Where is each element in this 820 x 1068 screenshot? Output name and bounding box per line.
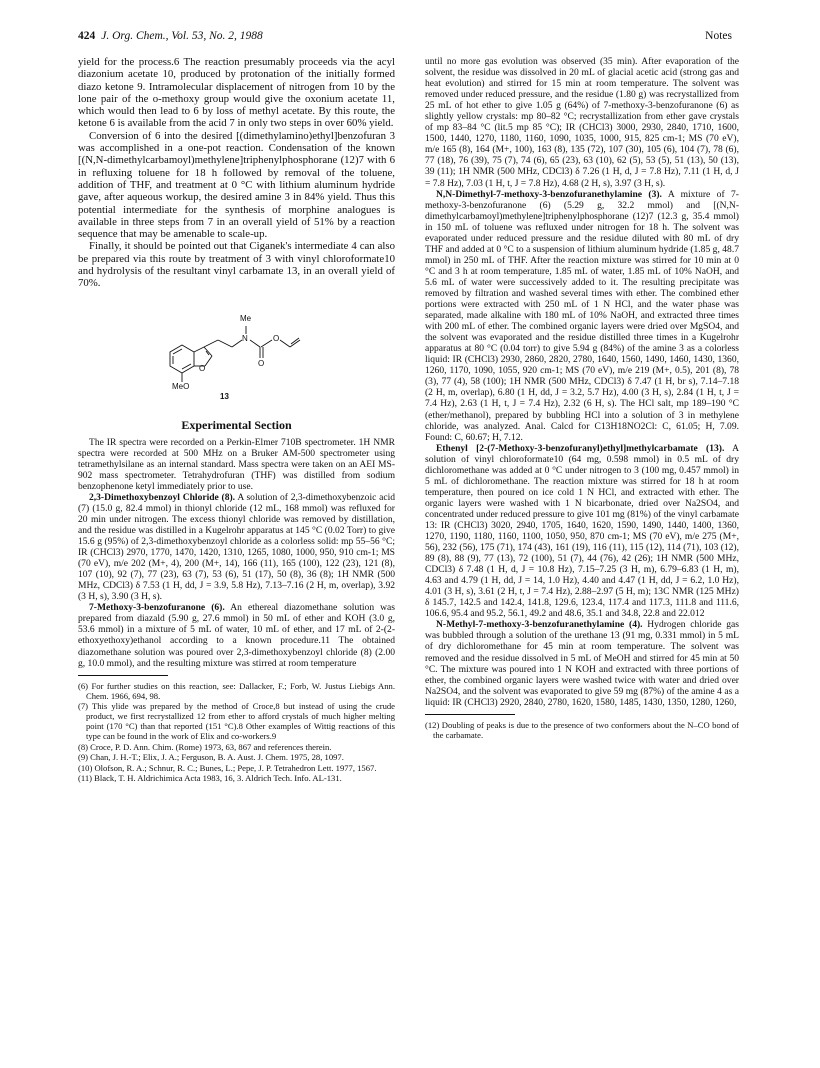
section-name: Notes [705,30,732,42]
experimental-paragraph [425,619,739,707]
header-citation [78,30,263,42]
experimental-text [78,437,395,669]
ester-oxygen-label: O [273,333,280,343]
experimental-intro: The IR spectra were recorded on a Perkin-Elmer 710B spectrometer. 1H NMR spectra were recorded at 500 MHz on a Bruker AM-500 spectrometer using tetramethylsilane as an internal standard. Mass spectra were taken on an AEI MS-902 mass spectrometer. Tetrahydrofuran (THF) was distilled from sodium benzophenone ketyl immediately prior to use. [78,436,395,492]
page-number: 424 [78,30,96,42]
footnote: (12) Doubling of peaks is due to the presence of two conformers about the N–CO bond of the carbamate. [425,719,739,740]
running-header [78,30,732,46]
footnote: (7) This ylide was prepared by the method of Croce,8 but instead of using the crude product, we first recrystallized 12 from ether to afford crystals of much higher melting point (170 °C) than that reported (151 °C).8 Other examples of Wittig reactions of this type can be found in the work of Elix and co-workers.9 [78,701,395,742]
footnote: (9) Chan, J. H.-T.; Elix, J. A.; Ferguson, B. A. Aust. J. Chem. 1975, 28, 1097. [78,752,344,763]
discussion-paragraph-1: yield for the process.6 The reaction presumably proceeds via the acyl diazonium acetate 10, produced by protonation of the initially formed diazo ketone 9. Intramolecular displacement of nitrogen from 10 by the lone pair of the o-methoxy group would give the oxonium acetate 11, which would then lead to 6 by loss of methyl acetate. By this route, the ketone 6 is available from the acid 7 in only two steps in over 60% yield. [78,56,395,130]
experimental-paragraph [425,189,739,443]
discussion-paragraph-3: Finally, it should be pointed out that Ciganek's intermediate 4 can also be prepared via this route by treatment of 3 with vinyl chloroformate10 and hydrolysis of the resultant vinyl carbamate 13, in an overall yield of 70%. [78,240,395,290]
structure-drawing [78,294,395,404]
right-column [425,56,739,740]
procedure-text: Hydrogen chloride gas was bubbled through a solution of the urethane 13 (91 mg, 0.331 mmol) in 5 mL of dry dichloromethane for 45 min at room temperature. The solvent was removed and the residue dissolved in 5 mL of MeOH and stirred for 45 min at 50 °C. The mixture was poured into 1 N KOH and extracted with three portions of ether, the combined organic layers were washed twice with water and dried over Na2SO4, and the solvent was evaporated to give 59 mg (87%) of the amine 4 as a liquid: IR (CHCl3) 2920, 2840, 2780, 1620, 1580, 1485, 1430, 1350, 1280, 1260, [425,619,739,708]
methoxy-label: MeO [172,381,190,391]
discussion-text [78,56,395,290]
compound-heading: Ethenyl [2-(7-Methoxy-3-benzofuranyl)ethyl]methylcarbamate (13). [436,442,725,454]
compound-heading: N-Methyl-7-methoxy-3-benzofuranethylamine (4). [436,619,643,631]
journal-citation: J. Org. Chem., Vol. 53, No. 2, 1988 [101,30,263,42]
footnotes-right [425,720,739,740]
footnote-rule [78,675,168,676]
compound-heading: N,N-Dimethyl-7-methoxy-3-benzofuranethylamine (3). [436,188,662,200]
footnote: (6) For further studies on this reaction, see: Dallacker, F.; Forb, W. Justus Liebigs Ann. Chem. 1966, 694, 98. [78,680,395,701]
footnote: (8) Croce, P. D. Ann. Chim. (Rome) 1973, 63, 867 and references therein. [78,741,332,752]
footnotes-left [78,681,395,784]
compound-number: 13 [220,391,229,401]
footnote-rule [425,714,515,715]
experimental-paragraph [78,492,395,602]
compound-heading: 2,3-Dimethoxybenzoyl Chloride (8). [89,491,236,503]
compound-heading: 7-Methoxy-3-benzofuranone (6). [89,602,225,614]
carbonyl-oxygen-label: O [258,358,265,368]
experimental-paragraph [425,443,739,620]
procedure-text: A mixture of 7-methoxy-3-benzofuranone (6) (5.29 g, 32.2 mmol) and [(N,N-dimethylcarbamoyl)methylene]triphenylphosphorane (12)7 (12.3 g, 35.4 mmol) in 150 mL of toluene was refluxed under nitrogen for 18 h. The solvent was evaporated under reduced pressure and the residue diluted with 80 mL of dry THF and added at 0 °C to a suspension of lithium aluminum hydride (1.85 g, 48.7 mmol) in 250 mL of THF. After the reaction mixture was stirred for 10 min at 0 °C and 3 h at room temperature, 1.85 mL of water, 1.85 mL of 10% NaOH, and 5.6 mL of water were successively added to it. The resulting precipitate was removed by filtration and washed several times with ether. The combined ether portions were extracted with 250 mL of 1 N HCl, and the water phase was separated, made alkaline with 180 mL of 10% NaOH, and extracted three times with 200 mL of ether. The combined organic layers were dried over MgSO4, and the solvent was evaporated and the residue distilled three times in a Kugelrohr apparatus at 80 °C (0.04 torr) to give 5.94 g (84%) of the amine 3 as a colorless liquid: IR (CHCl3) 2930, 2860, 2820, 2780, 1640, 1560, 1490, 1460, 1430, 1360, 1260, 1170, 1090, 1055, 920 cm-1; MS (70 eV), m/e 219 (M+, 0.5), 201 (8), 78 (3), 77 (4), 58 (100); 1H NMR (500 MHz, CDCl3) δ 7.47 (1 H, br s), 7.14–7.18 (2 H, m, overlap), 6.80 (1 H, dd, J = 3.2, 5.7 Hz), 4.00 (3 H, s), 2.84 (1 H, t, J = 7.4 Hz), 2.63 (1 H, t, J = 7.4 Hz), 2.32 (6 H, s). The HCl salt, mp 189–190 °C (ether/methanol), prepared by bubbling HCl into a solution of 3 in methylene chloride, was analyzed. Anal. Calcd for C13H18NO2Cl: C, 61.05; H, 7.09. Found: C, 60.67; H, 7.12. [425,188,739,443]
procedure-text: A solution of vinyl chloroformate10 (64 mg, 0.598 mmol) in 0.5 mL of dry dichloromethane was added at 0 °C under nitrogen to 3 (100 mg, 0.457 mmol) in 5 mL of dichloromethane. The reaction mixture was stirred for 18 h at room temperature, then poured on ice cold 1 N HCl, and extracted with ether. The organic layers were washed with 1 N bicarbonate, dried over Na2SO4, and concentrated under reduced pressure to give 101 mg (81%) of the vinyl carbamate 13: IR (CHCl3) 3020, 2940, 1705, 1640, 1620, 1590, 1490, 1440, 1400, 1360, 1270, 1190, 1180, 1160, 1100, 1050, 950, 870 cm-1; MS (70 eV), m/e 275 (M+, 56), 232 (56), 175 (71), 174 (43), 161 (19), 116 (11), 115 (12), 114 (71), 103 (12), 89 (8), 88 (9), 77 (13), 72 (100), 51 (7), 44 (76), 42 (26); 1H NMR (500 MHz, CDCl3) δ 7.48 (1 H, d, J = 10.8 Hz), 7.15–7.25 (3 H, m), 6.79–6.83 (1 H, m), 4.63 and 4.79 (1 H, dd, J = 14, 1.0 Hz), 4.40 and 4.47 (1 H, dd, J = 6.2, 1.0 Hz), 4.01 (3 H, s), 3.61 (2 H, t, J = 7.4 Hz), 2.88–2.97 (5 H, m); 13C NMR (125 MHz) δ 145.7, 142.5 and 142.4, 141.8, 129.6, 123.4, 117.4 and 117.3, 111.8 and 111.6, 106.6, 95.4 and 95.2, 56.1, 49.2 and 48.6, 35.1 and 34.8, 22.8 and 22.012 [425,442,739,620]
footnote: (10) Olofson, R. A.; Schnur, R. C.; Bunes, L.; Pepe, J. P. Tetrahedron Lett. 1977, 1567. [78,762,377,773]
nitrogen-label: N [242,333,248,343]
experimental-text-continued [425,56,739,708]
continued-procedure: until no more gas evolution was observed (35 min). After evaporation of the solvent, the residue was dissolved in 20 mL of glacial acetic acid (strong gas and heat evolution) and stirred for 15 min at room temperature. The solvent was removed under reduced pressure, and the residue (1.80 g) was recrystallized from 25 mL of hot ether to give 1.05 g (64%) of 7-methoxy-3-benzofuranone (6) as slightly yellow crystals: mp 80–82 °C; recrystallization from ether gave crystals of mp 83–84 °C (lit.5 mp 85 °C); IR (CHCl3) 3000, 2930, 2840, 1710, 1600, 1500, 1440, 1270, 1180, 1160, 1090, 1035, 1000, 915, 825 cm-1; MS (70 eV), m/e 165 (8), 164 (M+, 100), 163 (8), 135 (72), 107 (30), 105 (6), 104 (7), 78 (6), 77 (18), 76 (39), 75 (7), 74 (6), 65 (23), 63 (10), 62 (5), 53 (5), 51 (13), 50 (13), 39 (11); 1H NMR (500 MHz, CDCl3) δ 7.26 (1 H, d, J = 7.8 Hz), 7.11 (1 H, d, J = 7.8 Hz), 7.03 (1 H, t, J = 7.8 Hz), 4.68 (2 H, s), 3.97 (3 H, s). [425,56,739,189]
bond-lines [170,326,300,382]
n-methyl-label: Me [240,313,252,323]
compound-13-structure [78,294,395,404]
left-column [78,56,395,784]
procedure-text: An ethereal diazomethane solution was prepared from diazald (5.90 g, 27.6 mmol) in 50 mL of ether and KOH (3.0 g, 53.6 mmol) in a mixture of 5 mL of water, 10 mL of ether, and 17 mL of 2-(2-ethoxyethoxy)ethanol according to a known procedure.11 The obtained diazomethane solution was poured over 2,3-dimethoxybenzoyl chloride (8) (2.00 g, 10.0 mmol), and the resulting mixture was stirred at room temperature [78,602,395,669]
procedure-text: A solution of 2,3-dimethoxybenzoic acid (7) (15.0 g, 82.4 mmol) in thionyl chloride (12 mL, 168 mmol) was refluxed for 20 min under nitrogen. The excess thionyl chloride was removed by distillation, and the residue was distilled in a Kugelrohr apparatus at 145 °C (0.02 Torr) to give 15.6 g (95%) of 2,3-dimethoxybenzoyl chloride as a colorless solid: mp 55–56 °C; IR (CHCl3) 2970, 1770, 1470, 1420, 1310, 1265, 1080, 1000, 950, 910 cm-1; MS (70 eV), m/e 202 (M+, 4), 200 (M+, 14), 166 (11), 165 (100), 122 (23), 121 (8), 107 (10), 92 (7), 77 (23), 63 (7), 53 (6), 51 (17), 50 (8), 36 (8); 1H NMR (500 MHz, CDCl3) δ 7.53 (1 H, dd, J = 3.9, 5.8 Hz), 7.13–7.16 (2 H, m, overlap), 3.92 (3 H, s), 3.90 (3 H, s). [78,491,396,603]
experimental-paragraph [78,602,395,668]
furan-oxygen-label: O [199,363,206,373]
footnote: (11) Black, T. H. Aldrichimica Acta 1983, 16, 3. Aldrich Tech. Info. AL-131. [78,773,342,784]
experimental-section-title: Experimental Section [181,417,292,432]
discussion-paragraph-2: Conversion of 6 into the desired [(dimethylamino)ethyl]benzofuran 3 was accomplished in a one-pot reaction. Condensation of the known [(N,N-dimethylcarbamoyl)methylene]triphenylphosphorane (12)7 with 6 in refluxing toluene for 18 h followed by removal of the toluene, addition of THF, and treatment at 0 °C with lithium aluminum hydride gave, after aqueous workup, the desired amine 3 in 84% yield. Thus this potential intermediate for the synthesis of morphine analogues is available in three steps from 7 in an overall yield of 51% by a reaction sequence that may be amenable to scale-up. [78,129,395,241]
